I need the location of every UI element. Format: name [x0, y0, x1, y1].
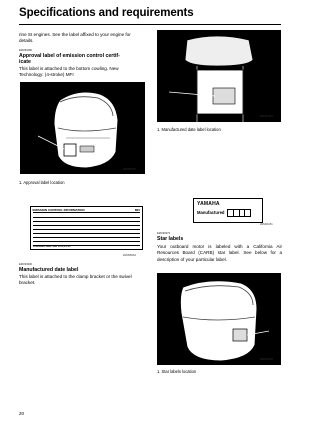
heading-line: Approval label of emission control certif-: [19, 53, 120, 59]
title-rule: [19, 24, 281, 25]
section-heading-approval: [19, 53, 149, 65]
date-cells: [227, 209, 251, 217]
star-label-figure: [157, 273, 281, 365]
clamp-bracket-figure: [157, 30, 281, 122]
figure-callout: 1: [274, 326, 278, 332]
approval-body: This label is attached to the bottom cowling. New Technology: (4-stroke) MFI: [19, 66, 119, 78]
figure-code: ZMU05664: [123, 254, 136, 257]
figure-code: ZMU01151: [260, 223, 273, 226]
yamaha-logo: YAMAHA: [197, 201, 220, 207]
section-code: EMU33300: [19, 263, 32, 266]
figure-callout: 1: [32, 128, 36, 134]
star-body: Your outboard motor is labeled with a California Air Resources Board (CARB) star label. See below for a description of your particular label.: [157, 244, 282, 262]
manufactured-body: This label is attached to the clamp bracket or the swivel bracket.: [19, 274, 132, 286]
section-code: EMU30373: [157, 232, 170, 235]
figure-callout: 1: [166, 88, 170, 94]
figure-caption: 1. Approval label location: [19, 180, 65, 185]
page-number: 20: [19, 411, 25, 416]
intro-paragraph: rine SI engines. See the label affixed to your engine for details.: [19, 32, 131, 44]
label-text: Manufactured: [197, 210, 225, 215]
label-footer: YAMAHA MOTOR CO.,LTD.: [32, 244, 71, 248]
section-heading-star: Star labels: [157, 236, 184, 242]
manufactured-date-label: [193, 198, 263, 223]
emission-label-illustration: [30, 206, 143, 250]
figure-code: ZMU04751: [260, 115, 273, 118]
section-heading-manufactured: Manufactured date label: [19, 267, 79, 273]
outboard-motor-figure: [20, 82, 145, 174]
label-header: EMISSION CONTROL INFORMATION: [32, 208, 85, 212]
page-title: Specifications and requirements: [19, 7, 194, 19]
section-code: EMU51080: [19, 49, 32, 52]
figure-caption: 1. Manufactured date label location: [157, 127, 221, 132]
label-header-right: MFI: [134, 208, 140, 212]
figure-code: ZMU05797: [123, 168, 136, 171]
figure-code: ZMU05666: [260, 358, 273, 361]
heading-line: icate: [19, 59, 31, 66]
figure-caption: 1. Star labels location: [157, 369, 197, 374]
